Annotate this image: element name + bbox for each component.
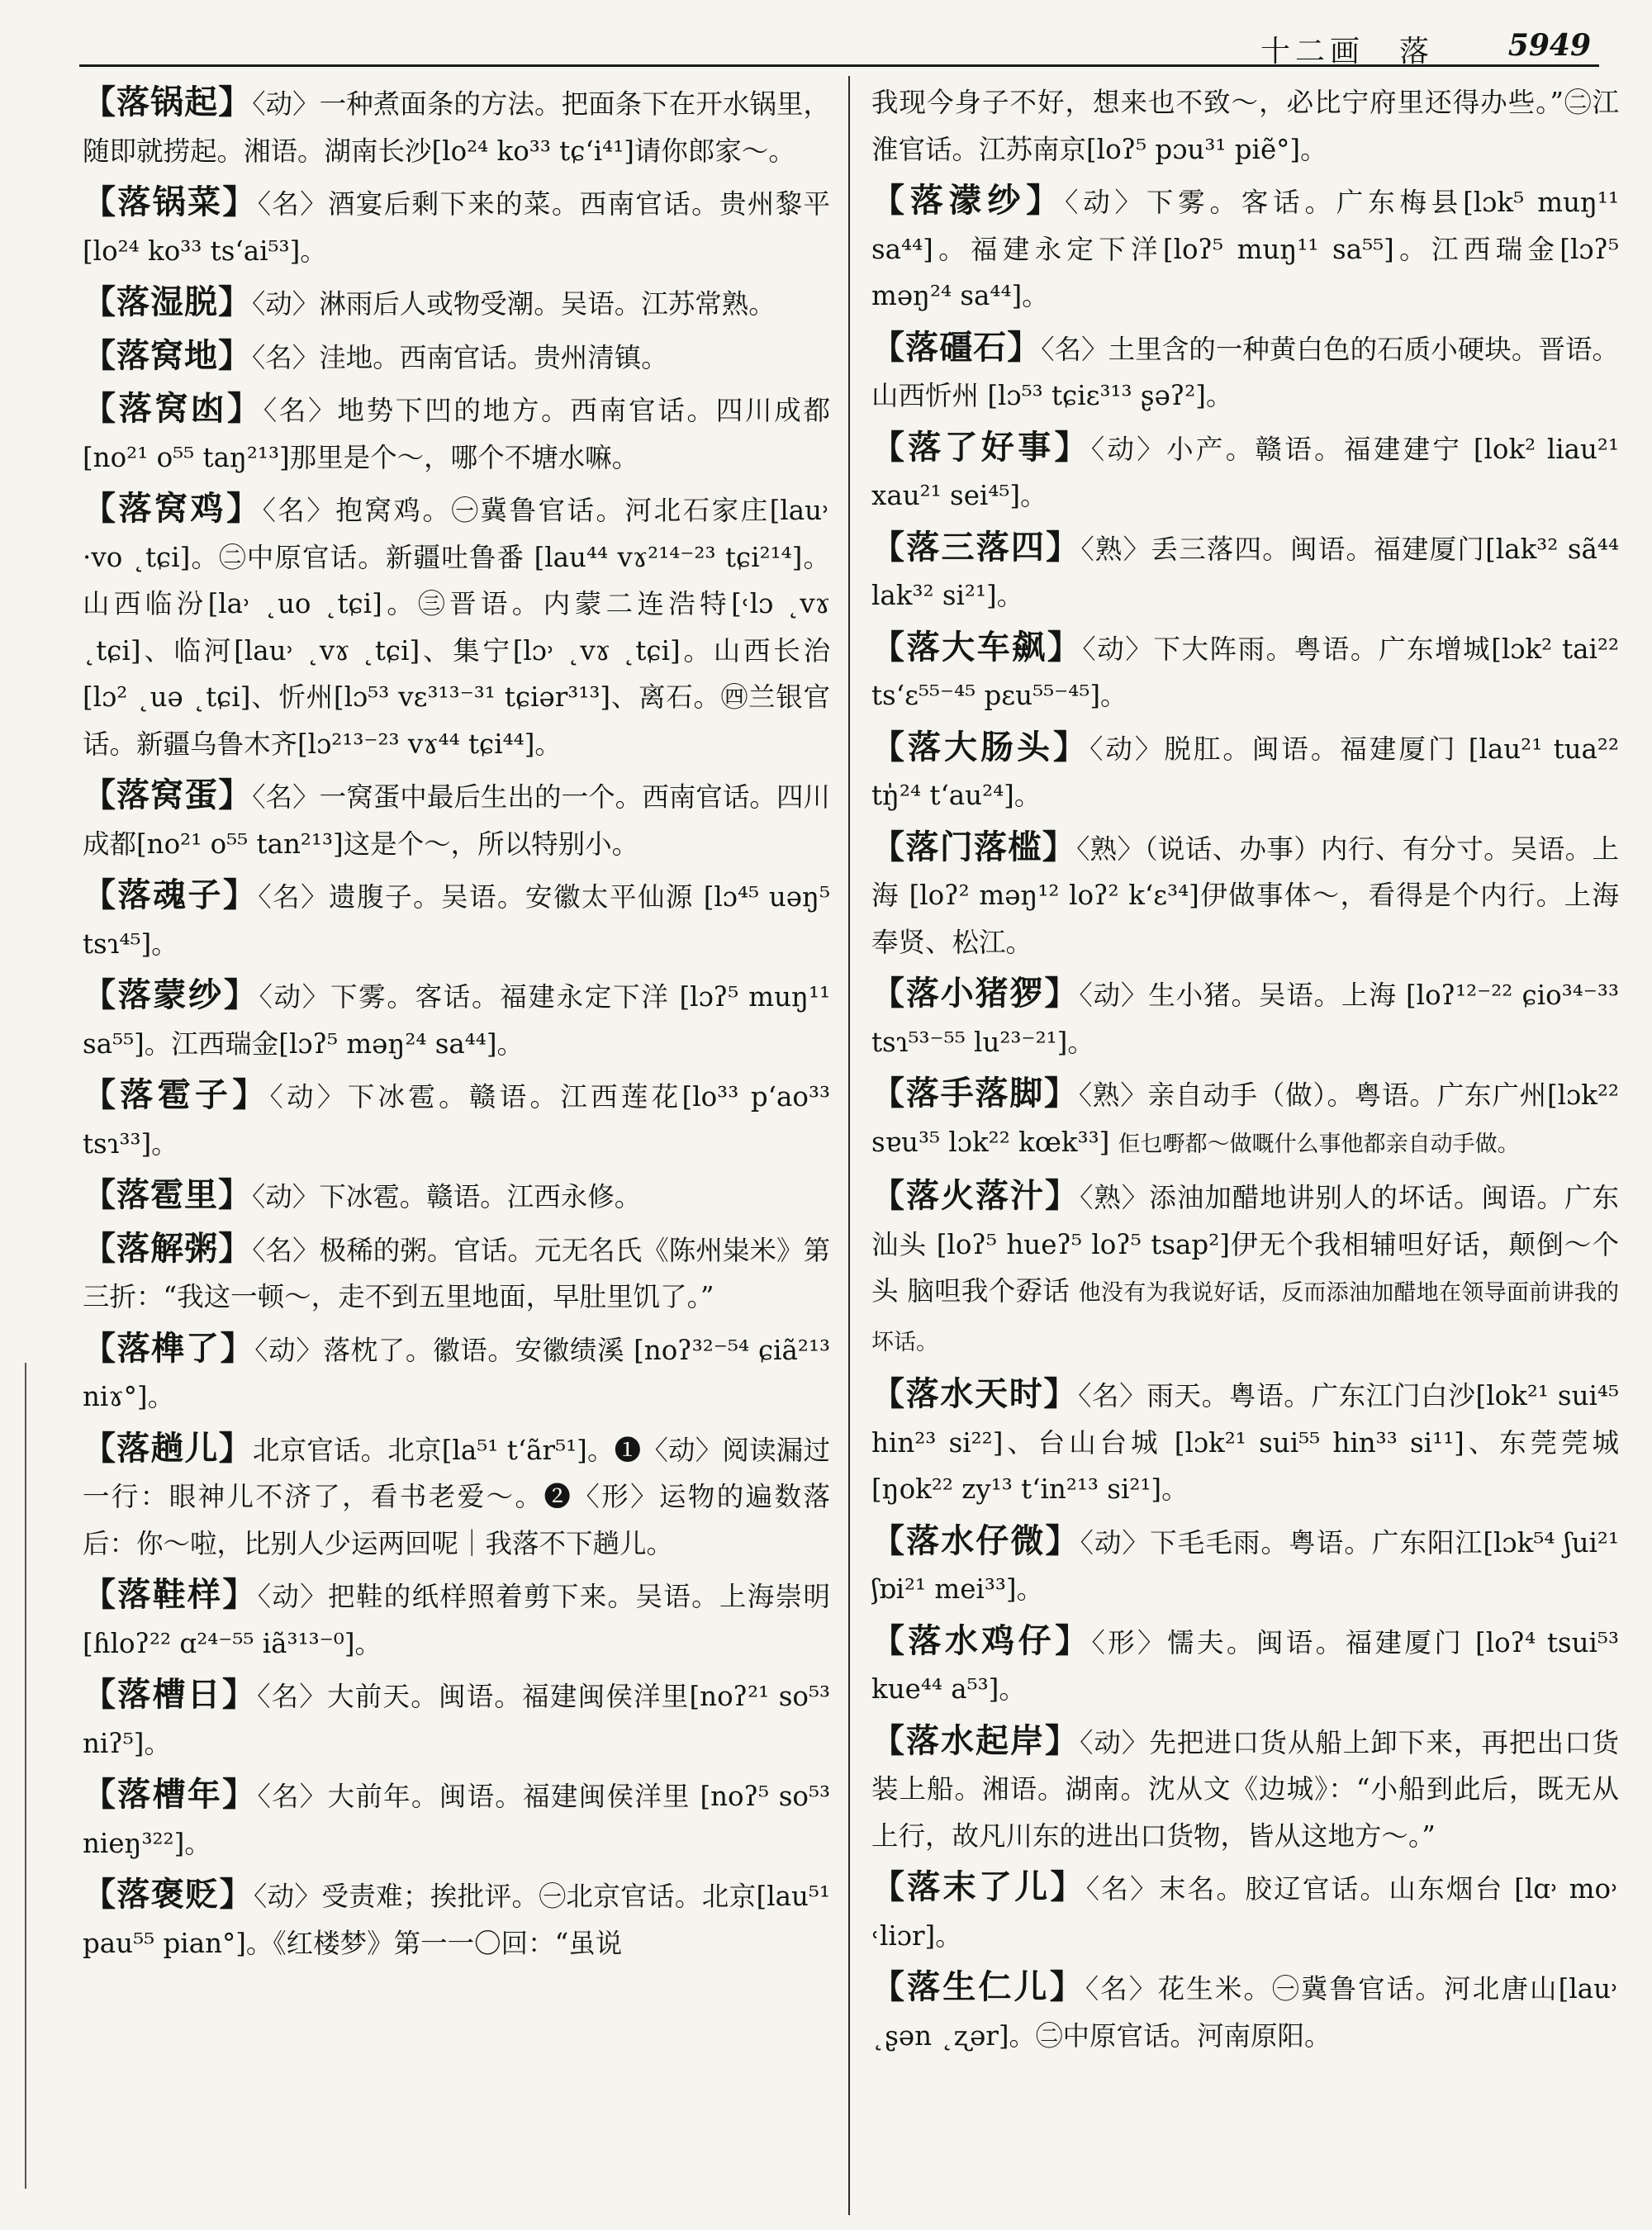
entry-headword: 【落窝地】: [83, 335, 252, 375]
entry-definition: 〈熟〉（说话、办事）内行、有分寸。吴语。上海 [loʔ² məŋ¹² loʔ² k‘ɛ³⁴]伊做事体～，看得是个内行。上海奉贤、松江。: [871, 833, 1619, 958]
dictionary-entry: [83, 486, 830, 767]
dictionary-entry: [83, 1326, 830, 1421]
entry-headword: 【落褒贬】: [83, 1875, 254, 1914]
dictionary-entry: [83, 1072, 830, 1167]
entry-definition: 〈动〉淋雨后人或物受潮。吴语。江苏常熟。: [252, 288, 776, 320]
dictionary-entry: [83, 1226, 830, 1321]
entry-headword: 【落门落槛】: [871, 827, 1077, 866]
dictionary-entry: [83, 772, 830, 867]
entry-definition: 〈熟〉添油加醋地讲别人的坏话。闽语。广东汕头 [loʔ⁵ hueʔ⁵ loʔ⁵ tsap²]伊无个我相辅呾好话，颠倒～个头 脑呾我个孬话: [871, 1182, 1619, 1307]
entry-definition: 〈名〉抱窝鸡。㊀冀鲁官话。河北石家庄[lau˒ ·vo ˛tɕi]。㊁中原官话。新疆吐鲁番 [lau⁴⁴ vɤ²¹⁴⁻²³ tɕi²¹⁴]。山西临汾[la˒ ˛uo ˛tɕi]。㊂晋语。内蒙二连浩特[˓lɔ ˛vɤ ˛tɕi]、临河[lau˒ ˛vɤ ˛tɕi]、集宁[lɔ˒ ˛vɤ ˛tɕi]。山西长治 [lɔ² ˛uə ˛tɕi]、忻州[lɔ⁵³ vɛ³¹³⁻³¹ tɕiər³¹³]、离石。㊃兰银官话。新疆乌鲁木齐[lɔ²¹³⁻²³ vɤ⁴⁴ tɕi⁴⁴]。: [83, 495, 830, 760]
running-head: [79, 21, 1599, 67]
entry-headword: 【落解粥】: [83, 1228, 253, 1268]
page-number: 5949: [1507, 28, 1591, 63]
dictionary-entry: [871, 1371, 1619, 1513]
entry-definition: 〈动〉下雾。客话。广东梅县[lɔk⁵ muŋ¹¹ sa⁴⁴]。福建永定下洋[loʔ⁵ muŋ¹¹ sa⁵⁵]。江西瑞金[lɔʔ⁵ məŋ²⁴ sa⁴⁴]。: [871, 187, 1619, 311]
entry-definition: 北京官话。北京[la⁵¹ t‘ãr⁵¹]。❶〈动〉阅读漏过一行：眼神儿不济了，看书老爱～。❷〈形〉运物的遍数落后：你～啦，比别人少运两回呢｜我落不下趟儿。: [83, 1434, 830, 1559]
dictionary-entry: [871, 824, 1619, 966]
entry-definition: 〈名〉极稀的粥。官话。元无名氏《陈州粜米》第三折：“我这一顿～，走不到五里地面，早肚里饥了。”: [83, 1234, 830, 1312]
margin-line: [25, 1363, 26, 2189]
entry-definition: 〈名〉土里含的一种黄白色的石质小硬块。晋语。山西忻州 [lɔ⁵³ tɕiɛ³¹³ ʂəʔ²]。: [871, 333, 1619, 411]
dictionary-entry: [871, 425, 1619, 520]
dictionary-entry: [83, 179, 830, 274]
dictionary-entry: [871, 325, 1619, 420]
entry-definition: 〈名〉洼地。西南官话。贵州清镇。: [252, 341, 668, 373]
entry-definition: 〈名〉花生米。㊀冀鲁官话。河北唐山[lau˒ ˛ʂən ˛ʐər]。㊁中原官话。河南原阳。: [871, 1973, 1619, 2052]
entry-headword: 【落水天时】: [871, 1374, 1079, 1413]
entry-headword: 【落水仔微】: [871, 1521, 1080, 1560]
entry-headword: 【落大肠头】: [871, 727, 1090, 766]
entry-headword: 【落蒙纱】: [83, 975, 259, 1014]
entry-definition: 〈动〉下大阵雨。粤语。广东增城[lɔk² tai²² ts‘ɛ⁵⁵⁻⁴⁵ pɛu⁵⁵⁻⁴⁵]。: [871, 633, 1619, 711]
entry-definition: 〈形〉懦夫。闽语。福建厦门 [loʔ⁴ tsui⁵³ kue⁴⁴ a⁵³]。: [871, 1626, 1619, 1705]
dictionary-entry: [871, 524, 1619, 619]
entry-headword: 【落大车飙】: [871, 627, 1083, 667]
dictionary-entry: [871, 1964, 1619, 2059]
left-column: [83, 79, 830, 2218]
dictionary-entry: [83, 333, 830, 382]
entry-definition: 〈动〉先把进口货从船上卸下来，再把出口货装上船。湘语。湖南。沈从文《边城》：“小船到此后，既无从上行，故凡川东的进出口货物，皆从这地方～。”: [871, 1726, 1619, 1852]
entry-headword: 【落三落四】: [871, 527, 1081, 567]
dictionary-entry: [871, 1718, 1619, 1860]
entry-headword: 【落锅菜】: [83, 183, 258, 221]
entry-headword: 【落礓石】: [871, 327, 1042, 367]
entry-headword: 【落雹里】: [83, 1175, 252, 1214]
entry-definition: 〈动〉下冰雹。赣语。江西莲花[lo³³ p‘ao³³ tsɿ³³]。: [83, 1081, 830, 1160]
entry-definition: 〈名〉大前年。闽语。福建闽侯洋里 [noʔ⁵ so⁵³ nieŋ³²²]。: [83, 1781, 830, 1859]
entry-definition: 〈名〉遗腹子。吴语。安徽太平仙源 [lɔ⁴⁵ uəŋ⁵ tsɿ⁴⁵]。: [83, 881, 830, 960]
entry-definition: 〈动〉脱肛。闽语。福建厦门 [lau²¹ tua²² tŋ̍²⁴ t‘au²⁴]。: [871, 733, 1619, 811]
entry-headword: 【落了好事】: [871, 427, 1091, 467]
entry-headword: 【落生仁儿】: [871, 1967, 1085, 2006]
entry-headword: 【落水起岸】: [871, 1720, 1080, 1760]
dictionary-entry: [871, 624, 1619, 719]
dictionary-entry: [83, 1672, 830, 1767]
dictionary-entry: [871, 1518, 1619, 1613]
entry-headword: 【落濛纱】: [871, 181, 1066, 220]
entry-definition: 〈动〉下毛毛雨。粤语。广东阳江[lɔk⁵⁴ ʃui²¹ ʃɒi²¹ mei³³]。: [871, 1526, 1619, 1605]
entry-headword: 【落火落汁】: [871, 1176, 1080, 1215]
column-divider: [848, 76, 850, 2215]
entry-definition: 〈名〉雨天。粤语。广东江门白沙[lok²¹ sui⁴⁵ hin²³ si²²]、台山台城 [lɔk²¹ sui⁵⁵ hin³³ si¹¹]、东莞莞城 [ŋok²² zy¹³ t‘in²¹³ si²¹]。: [871, 1380, 1619, 1505]
dictionary-entry: [871, 1173, 1619, 1366]
entry-gloss: 他没有为我说好话，反而添油加醋地在领导面前讲我的坏话。: [871, 1280, 1619, 1355]
entry-definition: 〈动〉下雾。客话。福建永定下洋 [lɔʔ⁵ muŋ¹¹ sa⁵⁵]。江西瑞金[lɔʔ⁵ məŋ²⁴ sa⁴⁴]。: [83, 981, 830, 1060]
section-title: 十二画 落: [1260, 35, 1434, 69]
entry-definition: 〈熟〉亲自动手（做）。粤语。广东广州[lɔk²² sɐu³⁵ lɔk²² kœk³³]: [871, 1079, 1619, 1158]
entry-definition: 〈动〉落枕了。徽语。安徽绩溪 [noʔ³²⁻⁵⁴ ɕiã²¹³ niɤ°]。: [83, 1334, 830, 1412]
entry-headword: 【落水鸡仔】: [871, 1620, 1092, 1660]
right-column: [871, 79, 1619, 2218]
dictionary-entry: [871, 178, 1619, 320]
dictionary-entry: [871, 1070, 1619, 1168]
entry-headword: 【落窝凼】: [83, 389, 263, 428]
dictionary-entry: [83, 1872, 830, 1967]
entry-headword: 【落锅起】: [83, 83, 253, 121]
dictionary-entry: [83, 1572, 830, 1667]
entry-definition: 〈动〉一种煮面条的方法。把面条下在开水锅里，随即就捞起。湘语。湖南长沙[lo²⁴ ko³³ tɕ‘i⁴¹]请你郎家～。: [83, 88, 830, 167]
continued-entry: [871, 79, 1619, 173]
entry-headword: 【落槽日】: [83, 1675, 258, 1714]
entry-definition: 〈熟〉丢三落四。闽语。福建厦门[lak³² sã⁴⁴ lak³² si²¹]。: [871, 533, 1619, 611]
entry-headword: 【落榫了】: [83, 1328, 255, 1368]
entry-definition: 〈动〉生小猪。吴语。上海 [loʔ¹²⁻²² ɕio³⁴⁻³³ tsɿ⁵³⁻⁵⁵ lu²³⁻²¹]。: [871, 980, 1619, 1058]
entry-definition: 〈动〉受责难；挨批评。㊀北京官话。北京[lau⁵¹ pau⁵⁵ pian°]。《红楼梦》第一一〇回：“虽说: [83, 1881, 830, 1959]
dictionary-entry: [83, 872, 830, 967]
dictionary-entry: [83, 1772, 830, 1867]
entry-definition: 〈名〉地势下凹的地方。西南官话。四川成都[no²¹ o⁵⁵ taŋ²¹³]那里是个～，哪个不塘水嘛。: [83, 395, 830, 473]
entry-headword: 【落末了儿】: [871, 1867, 1086, 1906]
entry-headword: 【落鞋样】: [83, 1575, 258, 1614]
entry-definition: 〈动〉下冰雹。赣语。江西永修。: [252, 1181, 642, 1212]
entry-headword: 【落湿脱】: [83, 282, 252, 321]
entry-definition: 〈动〉把鞋的纸样照着剪下来。吴语。上海崇明[ɦloʔ²² ɑ²⁴⁻⁵⁵ iã³¹³⁻⁰]。: [83, 1581, 830, 1659]
entry-definition: 〈名〉末名。胶辽官话。山东烟台 [lɑ˒ mo˒ ˓liɔr]。: [871, 1873, 1619, 1952]
entry-headword: 【落手落脚】: [871, 1074, 1079, 1113]
dictionary-entry: [83, 386, 830, 481]
entry-headword: 【落窝鸡】: [83, 489, 263, 528]
entry-headword: 【落趟儿】: [83, 1428, 253, 1468]
entry-gloss: 佢乜嘢都～做嘅什么事他都亲自动手做。: [1118, 1131, 1520, 1157]
entry-headword: 【落魂子】: [83, 875, 259, 914]
entry-definition: 〈名〉大前天。闽语。福建闽侯洋里[noʔ²¹ so⁵³ niʔ⁵]。: [83, 1681, 830, 1759]
dictionary-entry: [871, 970, 1619, 1065]
entry-headword: 【落雹子】: [83, 1075, 270, 1114]
dictionary-entry: [83, 972, 830, 1067]
entry-definition: 我现今身子不好，想来也不致～，必比宁府里还得办些。”㊁江淮官话。江苏南京[loʔ⁵ pɔu³¹ piẽ°]。: [871, 87, 1619, 165]
entry-headword: 【落槽年】: [83, 1775, 258, 1814]
entry-headword: 【落窝蛋】: [83, 776, 253, 814]
entry-definition: 〈动〉小产。赣语。福建建宁 [lok² liau²¹ xau²¹ sei⁴⁵]。: [871, 433, 1619, 511]
dictionary-entry: [871, 1864, 1619, 1959]
entry-definition: 〈名〉酒宴后剩下来的菜。西南官话。贵州黎平[lo²⁴ ko³³ ts‘ai⁵³]。: [83, 188, 830, 267]
dictionary-entry: [871, 1618, 1619, 1713]
entry-headword: 【落小猪猡】: [871, 974, 1080, 1013]
dictionary-entry: [83, 1172, 830, 1221]
dictionary-entry: [83, 79, 830, 174]
dictionary-entry: [871, 724, 1619, 819]
dictionary-entry: [83, 1426, 830, 1568]
entry-definition: 〈名〉一窝蛋中最后生出的一个。西南官话。四川成都[no²¹ o⁵⁵ tan²¹³]这是个～，所以特别小。: [83, 781, 830, 860]
dictionary-entry: [83, 279, 830, 328]
